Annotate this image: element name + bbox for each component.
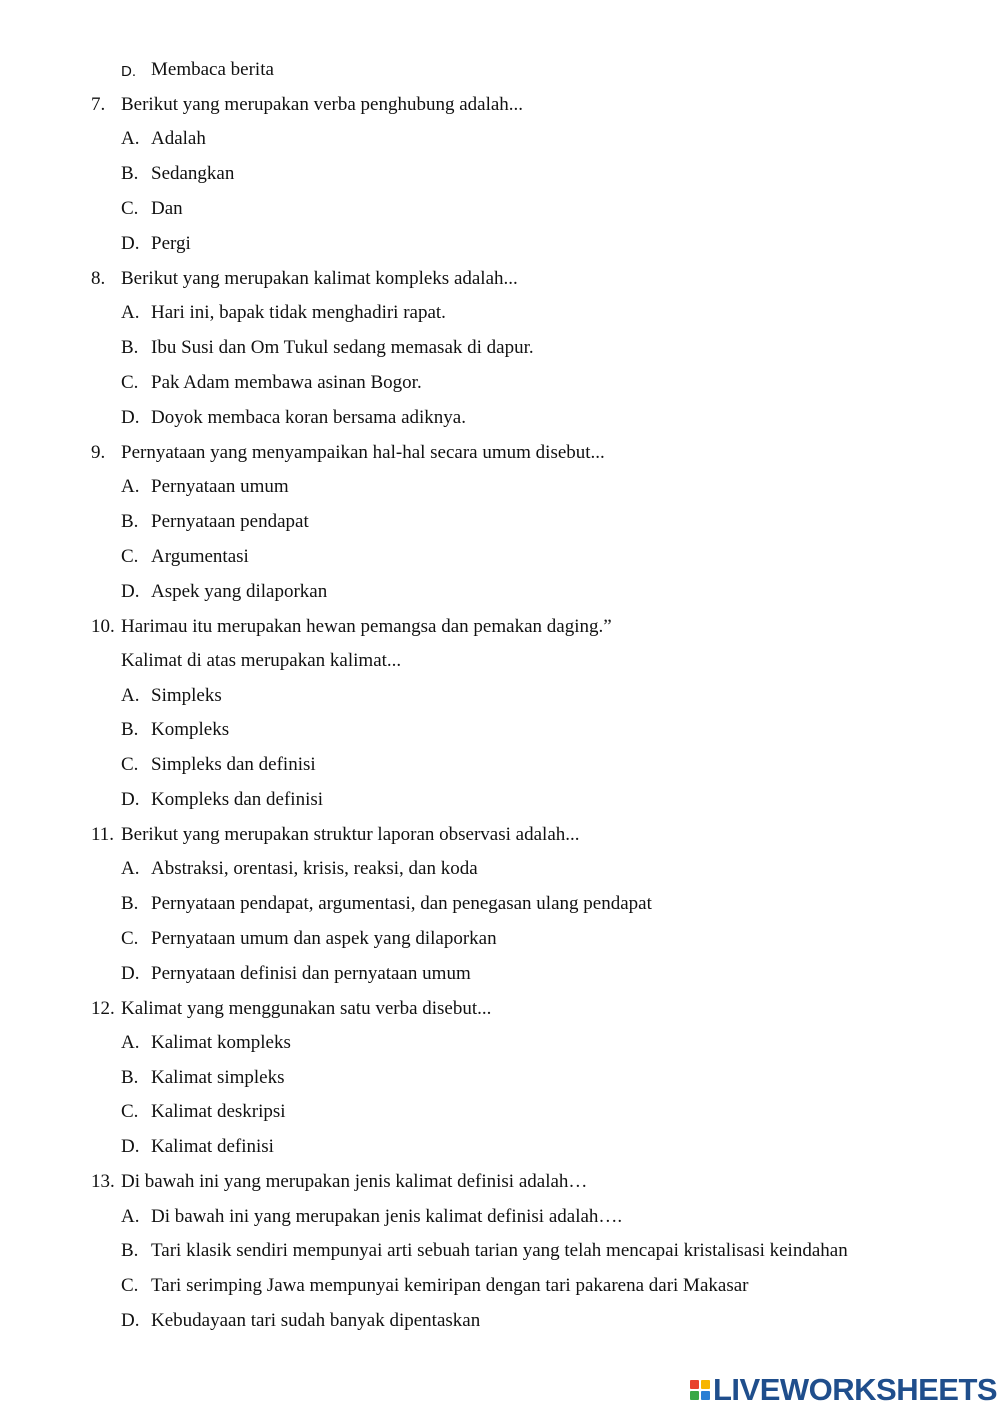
liveworksheets-logo[interactable]	[690, 1374, 997, 1406]
logo-square-4	[701, 1391, 710, 1400]
logo-square-2	[701, 1380, 710, 1389]
logo-square-3	[690, 1391, 699, 1400]
logo-mark-icon	[690, 1380, 710, 1400]
logo-square-1	[690, 1380, 699, 1389]
logo-text: LIVEWORKSHEETS	[713, 1372, 998, 1407]
question-10-continuation: Kalimat di atas merupakan kalimat...	[121, 650, 402, 671]
